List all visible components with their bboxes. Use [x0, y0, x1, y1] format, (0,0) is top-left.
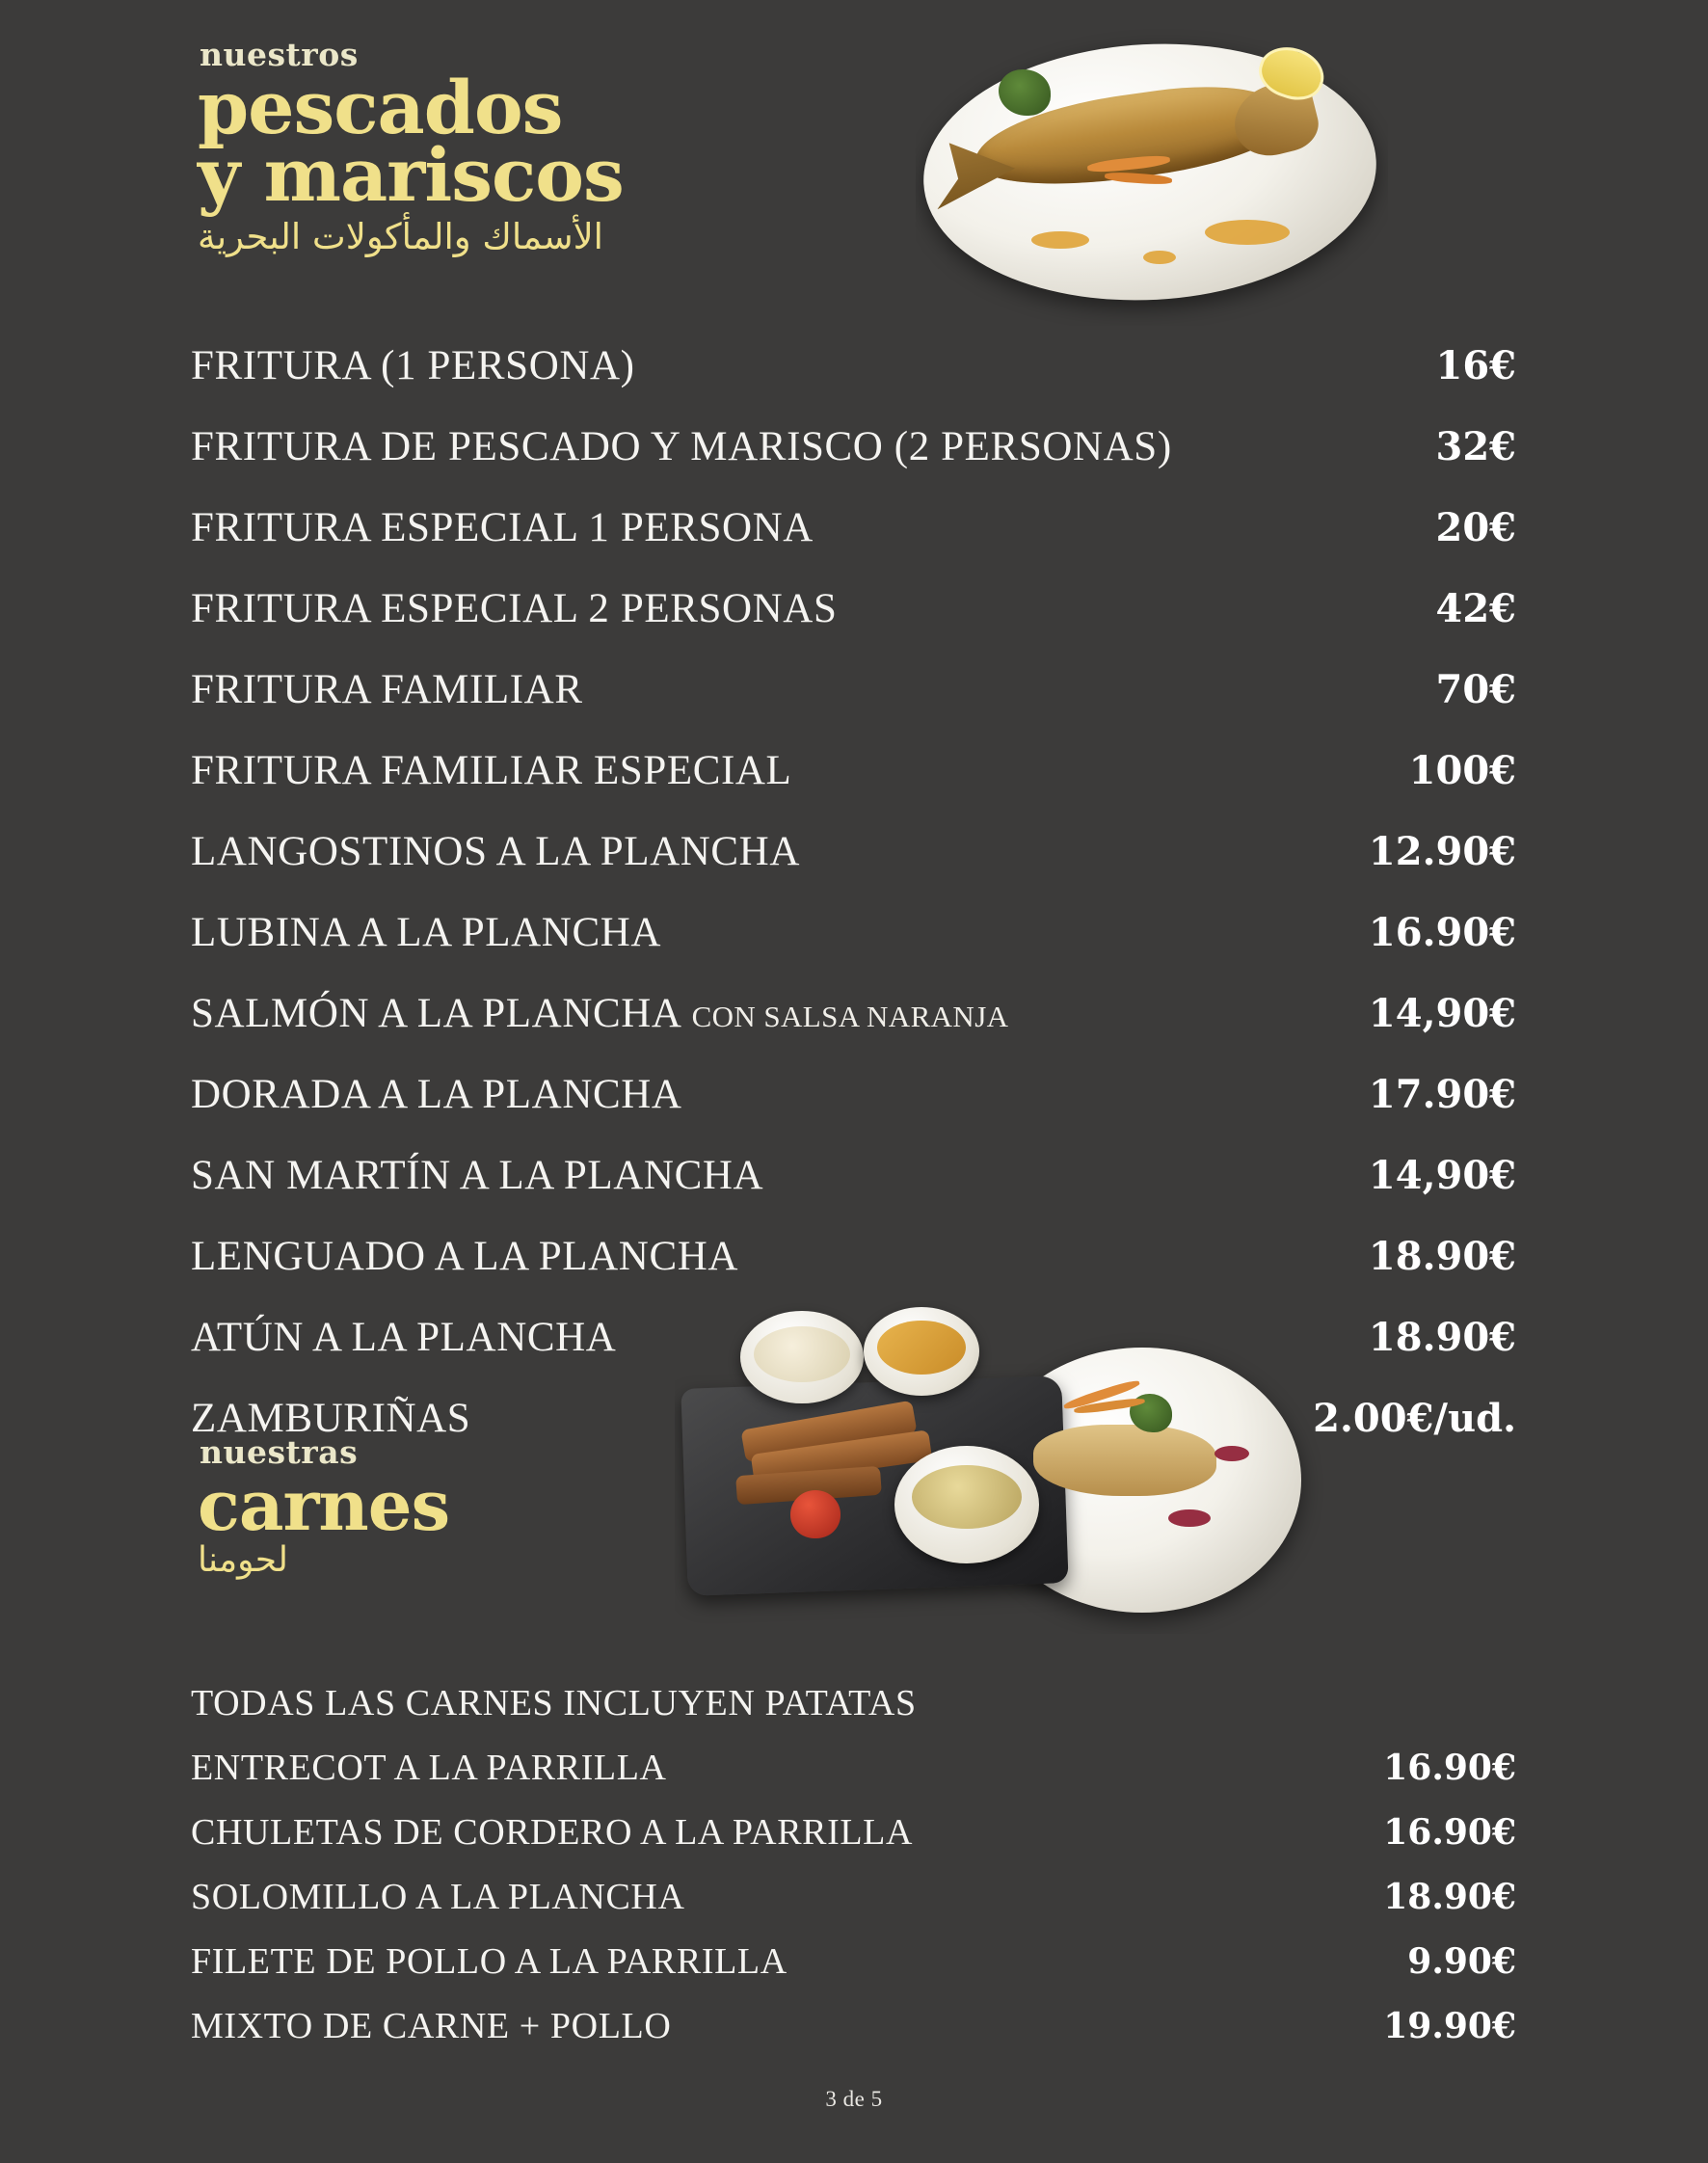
broccoli-garnish: [999, 69, 1051, 116]
item-name: DORADA A LA PLANCHA: [191, 1072, 682, 1117]
item-price: 100€: [1408, 748, 1516, 793]
sauce-drizzle: [1143, 251, 1176, 264]
sauce-bowl: [894, 1446, 1039, 1563]
item-price: 32€: [1435, 424, 1516, 469]
page-number: 3 de 5: [825, 2087, 883, 2111]
item-price: 12.90€: [1368, 829, 1516, 874]
menu-row: [191, 1071, 1516, 1152]
item-name: FRITURA DE PESCADO Y MARISCO (2 PERSONAS): [191, 424, 1172, 469]
item-price: 19.90€: [1383, 2006, 1516, 2046]
item-name: SALMÓN A LA PLANCHA: [191, 991, 682, 1036]
menu-row: [191, 1811, 1516, 1876]
menu-row: [191, 666, 1516, 747]
item-price: 16.90€: [1383, 1748, 1516, 1788]
menu-row: [191, 747, 1516, 828]
meat-title-arabic: لحومنا: [198, 1540, 288, 1581]
item-name: LENGUADO A LA PLANCHA: [191, 1234, 739, 1279]
item-price: 70€: [1435, 667, 1516, 712]
menu-row: [191, 1152, 1516, 1233]
item-price: 14,90€: [1368, 1153, 1516, 1198]
fries-bowl: [864, 1307, 979, 1396]
meat-note-row: [191, 1682, 1516, 1747]
meat-note: TODAS LAS CARNES INCLUYEN PATATAS: [191, 1683, 917, 1723]
fish-section-header: [198, 36, 624, 257]
sauce-drizzle: [1205, 220, 1290, 245]
item-price: 42€: [1435, 586, 1516, 631]
fish-title: [198, 65, 624, 218]
item-name: LUBINA A LA PLANCHA: [191, 910, 662, 955]
item-price: 18.90€: [1383, 1877, 1516, 1917]
item-name: FRITURA ESPECIAL 1 PERSONA: [191, 505, 814, 550]
fish-title-line2: y mariscos: [198, 131, 624, 218]
fish-title-line1: pescados: [198, 65, 563, 150]
item-price: 16.90€: [1383, 1812, 1516, 1853]
fish-title-arabic: الأسماك والمأكولات البحرية: [198, 215, 603, 257]
item-price: 16€: [1435, 343, 1516, 388]
item-name: ATÚN A LA PLANCHA: [191, 1315, 617, 1360]
sauce-dot: [1168, 1509, 1211, 1527]
menu-row: [191, 1940, 1516, 2005]
item-price: 14,90€: [1368, 991, 1516, 1036]
item-name: FRITURA FAMILIAR ESPECIAL: [191, 748, 792, 793]
item-price: 16.90€: [1368, 910, 1516, 955]
fish-pre-title: nuestros: [200, 36, 359, 73]
item-name: FILETE DE POLLO A LA PARRILLA: [191, 1941, 787, 1982]
menu-row: [191, 990, 1516, 1071]
meat-section-header: [198, 1433, 450, 1581]
item-name: ENTRECOT A LA PARRILLA: [191, 1748, 667, 1788]
menu-row: [191, 828, 1516, 909]
menu-row: [191, 423, 1516, 504]
item-price: 9.90€: [1407, 1941, 1516, 1982]
menu-row: [191, 2005, 1516, 2070]
meat-pre-title: nuestras: [200, 1433, 359, 1471]
item-price: 17.90€: [1368, 1072, 1516, 1117]
menu-row: [191, 342, 1516, 423]
item-price: 18.90€: [1368, 1234, 1516, 1279]
item-name: CHULETAS DE CORDERO A LA PARRILLA: [191, 1812, 914, 1853]
item-price: 20€: [1435, 505, 1516, 550]
sauce-dot: [1214, 1446, 1249, 1461]
meat-title: carnes: [198, 1464, 450, 1546]
tomato-garnish: [790, 1490, 841, 1538]
fish-dish-photo: [916, 27, 1388, 326]
menu-row: [191, 909, 1516, 990]
item-name: LANGOSTINOS A LA PLANCHA: [191, 829, 800, 874]
rice-bowl: [740, 1311, 864, 1403]
menu-row: [191, 1747, 1516, 1811]
item-name: ZAMBURIÑAS: [191, 1396, 471, 1441]
item-price: 18.90€: [1368, 1315, 1516, 1360]
item-name: SAN MARTÍN A LA PLANCHA: [191, 1153, 764, 1198]
item-name: SOLOMILLO A LA PLANCHA: [191, 1877, 685, 1917]
item-name: MIXTO DE CARNE + POLLO: [191, 2006, 672, 2046]
menu-row: [191, 1876, 1516, 1940]
meat-price-list: [191, 1682, 1516, 2070]
item-name: FRITURA (1 PERSONA): [191, 343, 635, 388]
item-name: FRITURA FAMILIAR: [191, 667, 583, 712]
menu-row: [191, 585, 1516, 666]
item-name: FRITURA ESPECIAL 2 PERSONAS: [191, 586, 838, 631]
item-subtitle: CON SALSA NARANJA: [691, 1000, 1009, 1033]
meat-dish-photo: [675, 1301, 1359, 1634]
item-price: 2.00€/ud.: [1313, 1396, 1516, 1441]
sauce-drizzle: [1031, 231, 1089, 249]
menu-row: [191, 504, 1516, 585]
fish-fillet: [1033, 1425, 1216, 1496]
